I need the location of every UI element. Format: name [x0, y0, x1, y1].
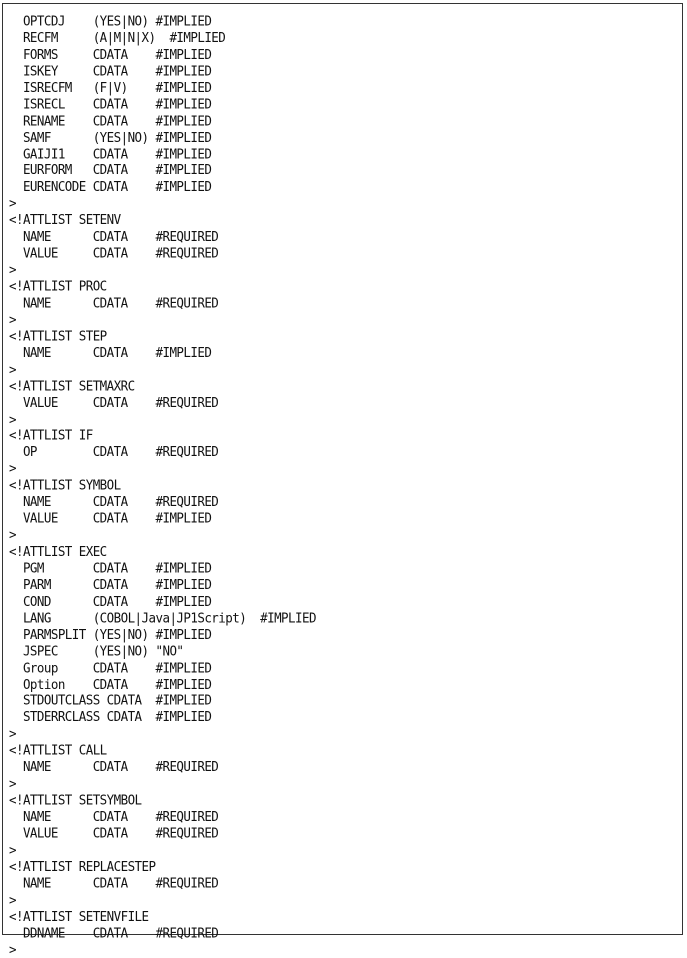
code-line: NAME CDATA #REQUIRED [9, 493, 219, 510]
code-line: PARMSPLIT (YES|NO) #IMPLIED [9, 626, 212, 642]
code-line: <!ATTLIST STEP [9, 327, 107, 344]
code-line: STDOUTCLASS CDATA #IMPLIED [9, 692, 212, 709]
code-line: <!ATTLIST SETMAXRC [9, 377, 135, 394]
code-line: ISRECL CDATA #IMPLIED [9, 95, 212, 112]
code-line: COND CDATA #IMPLIED [9, 593, 212, 609]
code-line: FORMS CDATA #IMPLIED [9, 46, 212, 62]
code-line: <!ATTLIST SETSYMBOL [9, 792, 142, 808]
code-line: <!ATTLIST SYMBOL [9, 477, 121, 493]
code-line: SAMF (YES|NO) #IMPLIED [9, 129, 212, 145]
code-line: EURENCODE CDATA #IMPLIED [9, 178, 212, 195]
code-line: VALUE CDATA #REQUIRED [9, 394, 219, 410]
code-line: NAME CDATA #REQUIRED [9, 228, 219, 245]
code-line: Group CDATA #IMPLIED [9, 659, 212, 676]
code-line: RENAME CDATA #IMPLIED [9, 112, 212, 129]
code-line: OP CDATA #REQUIRED [9, 443, 219, 460]
code-line: JSPEC (YES|NO) "NO" [9, 642, 184, 659]
code-line: VALUE CDATA #REQUIRED [9, 825, 219, 841]
code-line: > [9, 775, 16, 792]
code-line: > [9, 460, 16, 477]
code-line: <!ATTLIST CALL [9, 742, 107, 758]
code-line: <!ATTLIST SETENV [9, 211, 121, 228]
code-line: NAME CDATA #REQUIRED [9, 874, 219, 891]
code-line: > [9, 941, 16, 957]
code-line: DDNAME CDATA #REQUIRED [9, 924, 219, 941]
code-line: > [9, 841, 16, 858]
code-line: ISKEY CDATA #IMPLIED [9, 62, 212, 79]
code-line: <!ATTLIST PROC [9, 278, 107, 294]
code-line: GAIJI1 CDATA #IMPLIED [9, 145, 212, 162]
code-line: STDERRCLASS CDATA #IMPLIED [9, 709, 212, 725]
code-line: <!ATTLIST SETENVFILE [9, 908, 149, 924]
code-line: PGM CDATA #IMPLIED [9, 559, 212, 576]
code-line: > [9, 891, 16, 908]
code-line: <!ATTLIST REPLACESTEP [9, 858, 156, 874]
dtd-code-block [9, 13, 316, 958]
code-line: NAME CDATA #REQUIRED [9, 294, 219, 311]
code-line: Option CDATA #IMPLIED [9, 676, 212, 692]
code-line: VALUE CDATA #IMPLIED [9, 510, 212, 526]
code-listing-frame [2, 3, 683, 957]
code-line: LANG (COBOL|Java|JP1Script) #IMPLIED [9, 609, 316, 626]
code-line: <!ATTLIST IF [9, 427, 93, 443]
code-line: EURFORM CDATA #IMPLIED [9, 162, 212, 178]
code-line: NAME CDATA #IMPLIED [9, 344, 212, 361]
code-line: RECFM (A|M|N|X) #IMPLIED [9, 29, 226, 46]
code-line: > [9, 725, 16, 742]
code-line: NAME CDATA #REQUIRED [9, 808, 219, 825]
code-line: ISRECFM (F|V) #IMPLIED [9, 79, 212, 95]
code-line: NAME CDATA #REQUIRED [9, 758, 219, 775]
code-line: VALUE CDATA #REQUIRED [9, 245, 219, 261]
code-line: > [9, 195, 16, 211]
code-line: OPTCDJ (YES|NO) #IMPLIED [9, 13, 212, 29]
code-line: <!ATTLIST EXEC [9, 543, 107, 559]
code-line: PARM CDATA #IMPLIED [9, 576, 212, 593]
code-line: > [9, 410, 16, 427]
code-line: > [9, 361, 16, 377]
code-line: > [9, 261, 16, 278]
code-line: > [9, 311, 16, 327]
code-line: > [9, 526, 16, 543]
